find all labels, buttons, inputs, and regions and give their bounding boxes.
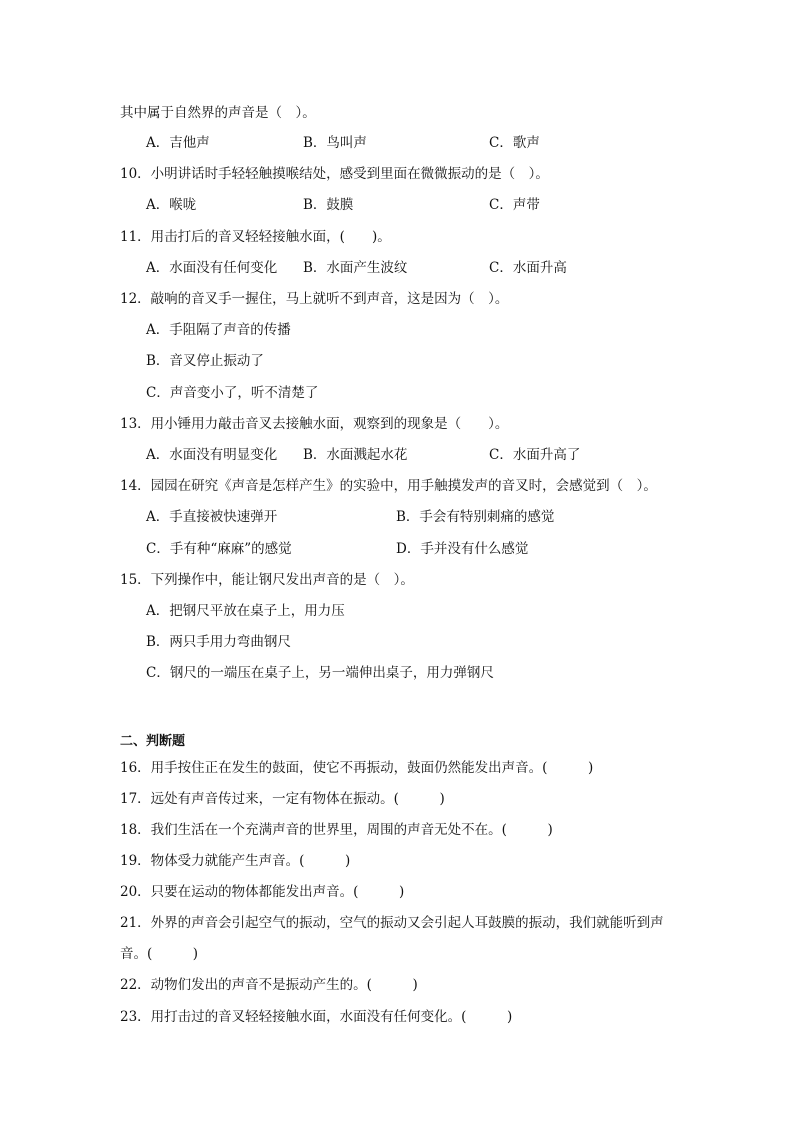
judge-item-23: 23．用打击过的音叉轻轻接触水面，水面没有任何变化。( ) [120,1009,513,1025]
question-11-option-a: A．水面没有任何变化 [146,260,278,276]
question-9-option-b: B．鸟叫声 [303,135,367,151]
question-9-option-c: C．歌声 [489,135,540,151]
judge-item-20: 20．只要在运动的物体都能发出声音。( ) [120,884,405,900]
question-9-option-a: A．吉他声 [146,135,210,151]
judge-item-18: 18．我们生活在一个充满声音的世界里，周围的声音无处不在。( ) [120,822,553,838]
question-12-option-c: C．声音变小了，听不清楚了 [146,385,319,401]
judge-item-22: 22．动物们发出的声音不是振动产生的。( ) [120,977,418,993]
judge-item-17: 17．远处有声音传过来，一定有物体在振动。( ) [120,791,445,807]
question-14-option-c: C．手有种“麻麻”的感觉 [146,541,292,557]
question-13-option-b: B．水面溅起水花 [303,447,408,463]
question-12-stem: 12．敲响的音叉手一握住，马上就听不到声音，这是因为（ ）。 [120,291,509,307]
question-12-option-b: B．音叉停止振动了 [146,353,264,369]
question-13-option-a: A．水面没有明显变化 [146,447,278,463]
question-9-stem: 其中属于自然界的声音是（ ）。 [120,105,316,121]
question-10-option-c: C．声带 [489,197,540,213]
question-10-option-a: A．喉咙 [146,197,197,213]
question-14-option-d: D．手并没有什么感觉 [396,541,529,557]
judge-item-21: 21．外界的声音会引起空气的振动，空气的振动又会引起人耳鼓膜的振动，我们就能听到声 [120,915,664,931]
question-14-option-b: B．手会有特别刺痛的感觉 [396,509,555,525]
judge-item-21-continued: 音。( ) [120,946,199,962]
judge-item-16: 16．用手按住正在发生的鼓面，使它不再振动，鼓面仍然能发出声音。( ) [120,760,594,776]
question-10-option-b: B．鼓膜 [303,197,354,213]
question-15-option-c: C．钢尺的一端压在桌子上，另一端伸出桌子，用力弹钢尺 [146,665,494,681]
question-15-option-a: A．把钢尺平放在桌子上，用力压 [146,603,345,619]
question-11-option-b: B．水面产生波纹 [303,260,408,276]
question-15-option-b: B．两只手用力弯曲钢尺 [146,634,291,650]
question-15-stem: 15．下列操作中，能让钢尺发出声音的是（ ）。 [120,572,414,588]
question-11-stem: 11．用击打后的音叉轻轻接触水面，( )。 [120,229,391,245]
question-10-stem: 10．小明讲话时手轻轻触摸喉结处，感受到里面在微微振动的是（ ）。 [120,166,549,182]
judge-item-19: 19．物体受力就能产生声音。( ) [120,853,351,869]
question-13-stem: 13．用小锤用力敲击音叉去接触水面，观察到的现象是（ ）。 [120,416,509,432]
question-11-option-c: C．水面升高 [489,260,567,276]
section-title-judgment: 二、判断题 [120,734,186,749]
question-14-stem: 14．园园在研究《声音是怎样产生》的实验中，用手触摸发声的音叉时，会感觉到（ ）。 [120,478,657,494]
question-13-option-c: C．水面升高了 [489,447,581,463]
question-12-option-a: A．手阻隔了声音的传播 [146,322,291,338]
question-14-option-a: A．手直接被快速弹开 [146,509,278,525]
